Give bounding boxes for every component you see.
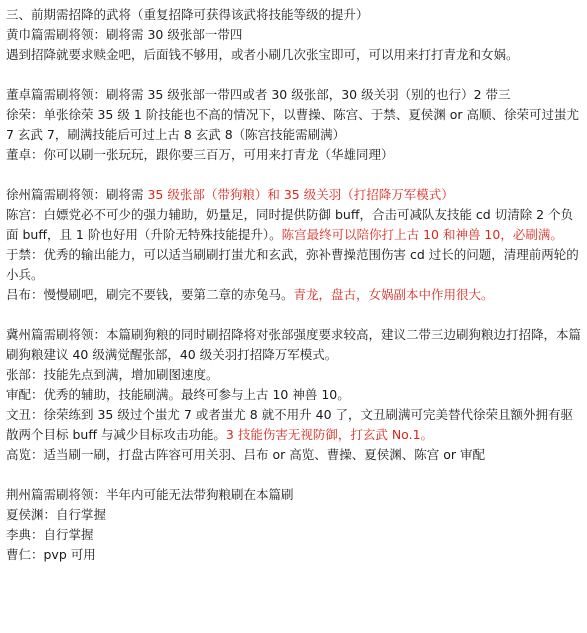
text-line: [6, 365, 581, 385]
text-line: [6, 385, 581, 405]
text-line: [6, 5, 581, 25]
text-segment: 吕布：慢慢刷吧，刷完不要钱，要第二章的赤兔马。: [6, 287, 294, 302]
text-line: [6, 205, 581, 245]
text-segment: 高览：适当刷一刷，打盘古阵容可用关羽、吕布 or 高览、曹操、夏侯渊、陈宫 or 审配: [6, 447, 485, 462]
text-line: [6, 285, 581, 305]
highlight-text: 35 级张部（带狗粮）和 35 级关羽（打招降万军模式）: [147, 187, 454, 202]
text-line: [6, 325, 581, 365]
text-segment: 徐荣：单张徐荣 35 级 1 阶技能也不高的情况下，以曹操、陈宫、于禁、夏侯渊 or 高顺、徐荣可过蚩尤 7 玄武 7，刷满技能后可过上古 8 玄武 8（陈宫技能需刷满）: [6, 107, 579, 142]
text-segment: 徐州篇需刷将领：刷将需: [6, 187, 148, 202]
text-line: [6, 245, 581, 285]
text-line: [6, 85, 581, 105]
text-line: [6, 105, 581, 145]
paragraph-gap: [6, 465, 581, 485]
text-segment: 审配：优秀的辅助，技能刷满。最终可参与上古 10 神兽 10。: [6, 387, 350, 402]
text-segment: 李典：自行掌握: [6, 527, 94, 542]
text-segment: 黄巾篇需刷将领：刷将需 30 级张部一带四: [6, 27, 243, 42]
highlight-text: 陈宫最终可以陪你打上古 10 和神兽 10，必刷满。: [281, 227, 563, 242]
text-segment: 三、前期需招降的武将（重复招降可获得该武将技能等级的提升）: [6, 7, 369, 22]
text-line: [6, 145, 581, 165]
text-segment: 文丑：徐荣练到 35 级过个蚩尤 7 或者蚩尤 8 就不用升 40 了，文丑刷满可完美替代徐荣且额外拥有驱散两个目标 buff 与减少目标攻击功能。: [6, 407, 574, 442]
text-segment: 荆州篇需刷将领：半年内可能无法带狗粮刷在本篇刷: [6, 487, 294, 502]
text-line: [6, 445, 581, 465]
text-segment: 夏侯渊：自行掌握: [6, 507, 107, 522]
text-line: [6, 25, 581, 45]
paragraph-gap: [6, 65, 581, 85]
text-line: [6, 505, 581, 525]
paragraph-gap: [6, 305, 581, 325]
text-segment: 曹仁：pvp 可用: [6, 547, 96, 562]
text-segment: 张部：技能先点到满，增加刷图速度。: [6, 367, 219, 382]
highlight-text: 青龙，盘古，女娲副本中作用很大。: [293, 287, 494, 302]
highlight-text: 3 技能伤害无视防御，打玄武 No.1。: [225, 427, 434, 442]
text-line: [6, 545, 581, 565]
text-segment: 董卓：你可以刷一张玩玩，跟你要三百万，可用来打青龙（华雄同理）: [6, 147, 394, 162]
text-line: [6, 485, 581, 505]
text-line: [6, 45, 581, 65]
text-line: [6, 405, 581, 445]
text-segment: 董卓篇需刷将领：刷将需 35 级张部一带四或者 30 级张部，30 级关羽（别的也行）2 带三: [6, 87, 511, 102]
text-segment: 遇到招降就要求赎金吧，后面钱不够用，或者小刷几次张宝即可，可以用来打打青龙和女娲。: [6, 47, 519, 62]
text-segment: 冀州篇需刷将领：本篇刷狗粮的同时刷招降将对张部强度要求较高，建议二带三边刷狗粮边打招降，本篇刷狗粮建议 40 级满觉醒张部，40 级关羽打招降万军模式。: [6, 327, 582, 362]
text-segment: 于禁：优秀的输出能力，可以适当刷刷打蚩尤和玄武，弥补曹操范围伤害 cd 过长的问题，清理前两轮的小兵。: [6, 247, 579, 282]
text-line: [6, 185, 581, 205]
paragraph-gap: [6, 165, 581, 185]
text-line: [6, 525, 581, 545]
text-segment: 陈宫：白嫖党必不可少的强力辅助，奶量足，同时提供防御 buff，合击可减队友技能 cd 切清除 2 个负面 buff，且 1 阶也好用（升阶无特殊技能提升）。: [6, 207, 574, 242]
